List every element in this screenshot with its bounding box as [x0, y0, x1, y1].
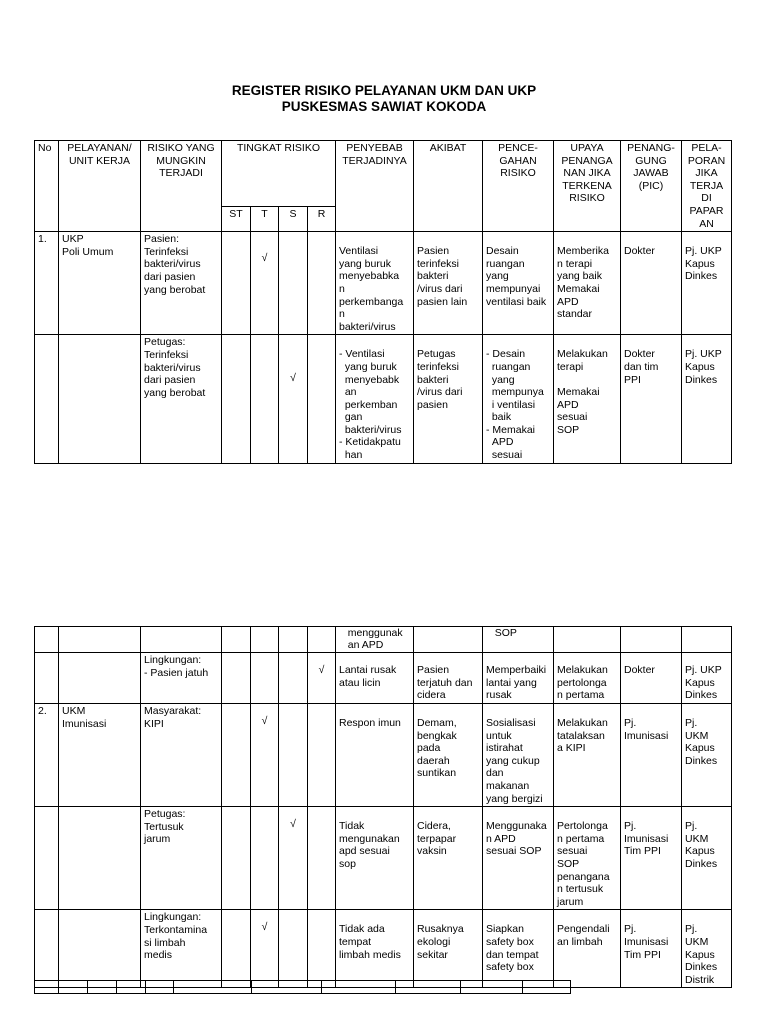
cell-unit: UKP Poli Umum	[59, 232, 141, 335]
cell-effect: Cidera, terpapar vaksin	[414, 807, 483, 910]
check-mark: √	[261, 252, 268, 265]
cell-pic: Pj. Imunisasi Tim PPI	[621, 910, 682, 988]
cell-no	[35, 653, 59, 704]
cell-level-s	[279, 807, 308, 910]
cell-handling: Melakukan terapi Memakai APD sesuai SOP	[554, 335, 621, 463]
cell-reporting: Pj. UKP Kapus Dinkes	[682, 653, 732, 704]
document-title: REGISTER RISIKO PELAYANAN UKM DAN UKP	[231, 83, 537, 98]
cell-pic: Pj. Imunisasi Tim PPI	[621, 807, 682, 910]
check-mark: √	[318, 664, 325, 676]
header-reporting: PELA- PORAN JIKA TERJA DI PAPAR AN	[682, 141, 732, 232]
cell-unit	[59, 653, 141, 704]
cell-handling: Melakukan tatalaksan a KIPI	[554, 704, 621, 807]
cell-cause: - Ventilasi yang buruk menyebabk an perkemban gan bakteri/virus - Ketidakpatu han	[336, 335, 414, 463]
cell-level-st	[222, 335, 251, 463]
cell-effect: Pasien terinfeksi bakteri /virus dari pasien lain	[414, 232, 483, 335]
header-risk-level: TINGKAT RISIKO	[222, 141, 336, 207]
header-level-t: T	[251, 206, 279, 232]
table-row	[35, 335, 732, 463]
cell-risk: Pasien: Terinfeksi bakteri/virus dari pasien yang berobat	[141, 232, 222, 335]
cell-handling: Melakukan pertolonga n pertama	[554, 653, 621, 704]
cell-prevention: Memperbaiki lantai yang rusak	[483, 653, 554, 704]
cell-level-s	[279, 704, 308, 807]
cell-level-s	[279, 653, 308, 704]
cell-cause: Respon imun	[336, 704, 414, 807]
cell-effect: Demam, bengkak pada daerah suntikan	[414, 704, 483, 807]
continuation-row	[35, 627, 732, 653]
cell-level-r	[308, 653, 336, 704]
cell-prevention: SOP	[483, 627, 554, 653]
table-row	[35, 704, 732, 807]
cell-no: 2.	[35, 704, 59, 807]
cell-level-t	[251, 807, 279, 910]
table-row	[35, 910, 732, 988]
cell-unit	[59, 910, 141, 988]
cell-level-t	[251, 910, 279, 988]
cell-no: 1.	[35, 232, 59, 335]
cell-effect: Petugas terinfeksi bakteri /virus dari pasien	[414, 335, 483, 463]
cell-pic: Dokter	[621, 653, 682, 704]
check-mark: √	[290, 372, 296, 385]
header-no: No	[35, 141, 59, 232]
cell-unit	[59, 335, 141, 463]
table-row	[35, 232, 732, 335]
cell-level-r	[308, 232, 336, 335]
cell-level-r	[308, 335, 336, 463]
header-cause: PENYEBAB TERJADINYA	[336, 141, 414, 232]
cell-effect: Pasien terjatuh dan cidera	[414, 653, 483, 704]
cell-level-st	[222, 910, 251, 988]
cell-level-r	[308, 704, 336, 807]
risk-register-table-page2	[34, 626, 732, 988]
cell-reporting: Pj. UKM Kapus Dinkes	[682, 704, 732, 807]
cell-level-t	[251, 232, 279, 335]
cell-level-s	[279, 910, 308, 988]
document-subtitle: PUSKESMAS SAWIAT KOKODA	[281, 99, 487, 114]
header-level-r: R	[308, 206, 336, 232]
header-handling: UPAYA PENANGA NAN JIKA TERKENA RISIKO	[554, 141, 621, 232]
header-prevention: PENCE- GAHAN RISIKO	[483, 141, 554, 232]
cell-no	[35, 807, 59, 910]
cell-cause: Tidak ada tempat limbah medis	[336, 910, 414, 988]
table-cutoff-row	[34, 980, 571, 994]
cell-prevention: - Desain ruangan yang mempunya i ventilasi baik - Memakai APD sesuai	[483, 335, 554, 463]
table-row	[35, 807, 732, 910]
cell-reporting: Pj. UKM Kapus Dinkes Distrik	[682, 910, 732, 988]
cell-unit	[59, 807, 141, 910]
header-level-st: ST	[222, 206, 251, 232]
cell-cause: Lantai rusak atau licin	[336, 653, 414, 704]
header-level-s: S	[279, 206, 308, 232]
cell-level-t	[251, 335, 279, 463]
cell-risk: Lingkungan: Terkontamina si limbah medis	[141, 910, 222, 988]
check-mark: √	[290, 818, 296, 831]
cell-effect: Rusaknya ekologi sekitar	[414, 910, 483, 988]
cell-level-st	[222, 232, 251, 335]
cell-cause: menggunak an APD	[336, 627, 414, 653]
cell-level-s	[279, 335, 308, 463]
cell-no	[35, 335, 59, 463]
cell-level-s	[279, 232, 308, 335]
cell-reporting: Pj. UKP Kapus Dinkes	[682, 232, 732, 335]
cell-risk: Lingkungan: - Pasien jatuh	[141, 653, 222, 704]
header-effect: AKIBAT	[414, 141, 483, 232]
cell-pic: Dokter	[621, 232, 682, 335]
cell-level-st	[222, 704, 251, 807]
cell-level-r	[308, 807, 336, 910]
cell-cause: Tidak mengunakan apd sesuai sop	[336, 807, 414, 910]
check-mark: √	[261, 921, 268, 934]
cell-pic: Dokter dan tim PPI	[621, 335, 682, 463]
cell-level-st	[222, 807, 251, 910]
cell-unit: UKM Imunisasi	[59, 704, 141, 807]
cell-risk: Petugas: Terinfeksi bakteri/virus dari pasien yang berobat	[141, 335, 222, 463]
cell-level-r	[308, 910, 336, 988]
cell-prevention: Siapkan safety box dan tempat safety box	[483, 910, 554, 988]
check-mark: √	[261, 715, 268, 727]
cell-reporting: Pj. UKP Kapus Dinkes	[682, 335, 732, 463]
cell-no	[35, 910, 59, 988]
cell-handling: Pengendali an limbah	[554, 910, 621, 988]
cell-cause: Ventilasi yang buruk menyebabka n perkembanga n bakteri/virus	[336, 232, 414, 335]
cell-risk: Masyarakat: KIPI	[141, 704, 222, 807]
cell-prevention: Desain ruangan yang mempunyai ventilasi baik	[483, 232, 554, 335]
cell-prevention: Sosialisasi untuk istirahat yang cukup dan makanan yang bergizi	[483, 704, 554, 807]
cell-prevention: Menggunaka n APD sesuai SOP	[483, 807, 554, 910]
cell-handling: Pertolonga n pertama sesuai SOP penangana n tertusuk jarum	[554, 807, 621, 910]
header-pic: PENANG- GUNG JAWAB (PIC)	[621, 141, 682, 232]
header-risk: RISIKO YANG MUNGKIN TERJADI	[141, 141, 222, 232]
cell-level-t	[251, 653, 279, 704]
cell-reporting: Pj. UKM Kapus Dinkes	[682, 807, 732, 910]
cell-level-t	[251, 704, 279, 807]
cell-level-st	[222, 653, 251, 704]
table-row	[35, 653, 732, 704]
cell-pic: Pj. Imunisasi	[621, 704, 682, 807]
header-row	[35, 141, 732, 207]
header-unit: PELAYANAN/ UNIT KERJA	[59, 141, 141, 232]
risk-register-table-page1	[34, 140, 732, 464]
cell-risk: Petugas: Tertusuk jarum	[141, 807, 222, 910]
cell-handling: Memberika n terapi yang baik Memakai APD standar	[554, 232, 621, 335]
